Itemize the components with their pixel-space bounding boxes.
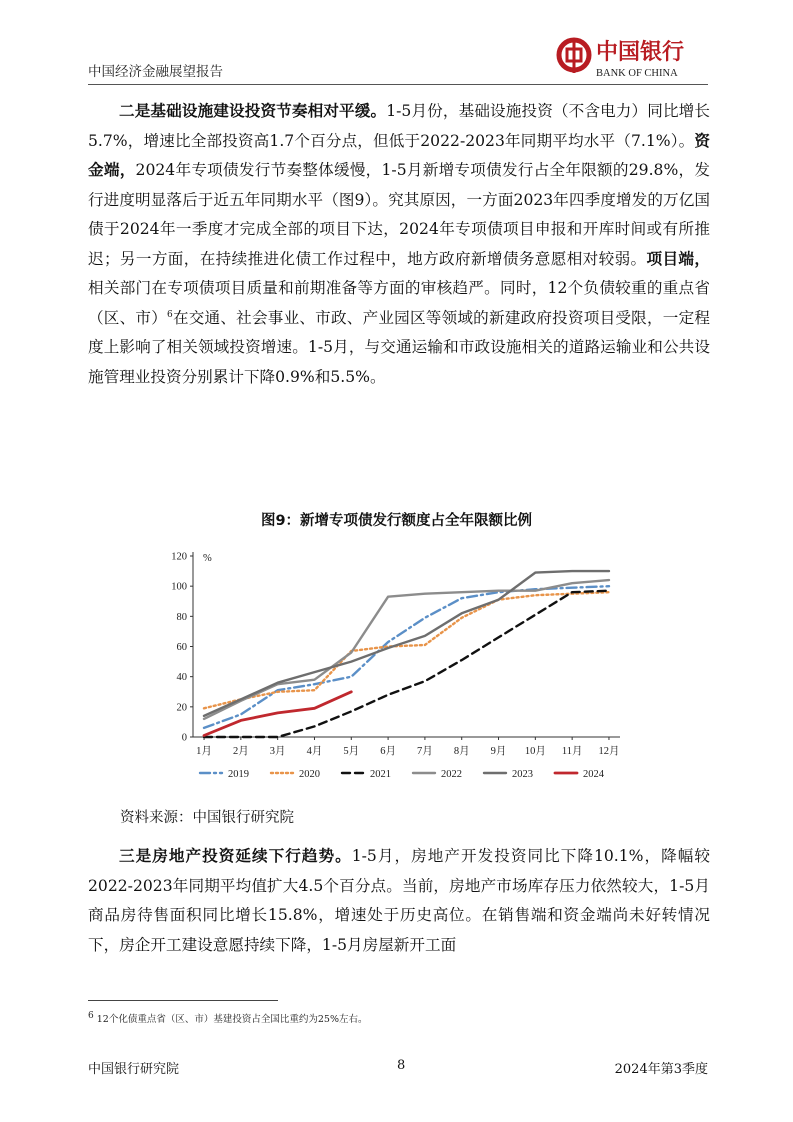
footer-org: 中国银行研究院 [88, 1062, 180, 1077]
x-tick-label: 1月 [196, 746, 212, 757]
para1-text-c: 相关部门在专项债项目质量和前期准备等方面的审核趋严。同时，12个负债较重的重点省（区、市） [88, 279, 710, 327]
para2-bold-lead: 三是房地产投资延续下行趋势。 [119, 847, 352, 865]
header-divider [88, 84, 708, 85]
bank-of-china-logo [556, 36, 711, 80]
y-tick-label: 80 [176, 611, 187, 623]
x-tick-label: 2月 [232, 746, 249, 757]
series-line-2024 [204, 692, 351, 736]
x-tick-label: 3月 [269, 746, 286, 757]
x-tick-label: 7月 [417, 746, 433, 757]
legend-label-2023: 2023 [512, 769, 533, 780]
figure-title: 图9：新增专项债发行额度占全年限额比例 [260, 513, 533, 529]
x-tick-label: 9月 [490, 746, 507, 757]
para1-bold-lead: 二是基础设施建设投资节奏相对平缓。 [119, 102, 387, 120]
legend-label-2024: 2024 [583, 769, 604, 780]
para1-bold-project: 项目端， [646, 249, 710, 268]
footnote-number: 6 [88, 1010, 94, 1021]
bank-name-en: BANK OF CHINA [596, 68, 678, 79]
legend-label-2021: 2021 [370, 769, 391, 780]
legend-label-2022: 2022 [441, 769, 462, 780]
y-tick-label: 40 [176, 672, 187, 684]
series-line-2019 [204, 586, 609, 728]
boc-emblem-icon [559, 38, 589, 73]
para1-text-d: 在交通、社会事业、市政、产业园区等领域的新建政府投资项目受限，一定程度上影响了相关领域投资增速。1-5月，与交通运输和市政设施相关的道路运输业和公共设施管理业投资分别累计下降0.9%和5.5%。 [88, 308, 710, 386]
para2-text: 1-5月，房地产开发投资同比下降10.1%，降幅较2022-2023年同期平均值扩大4.5个百分点。当前，房地产市场库存压力依然较大，1-5月商品房待售面积同比增长15.8%，增速处于历史高位。在销售端和资金端尚未好转情况下，房企开工建设意愿持续下降，1-5月房屋新开工面 [88, 847, 710, 954]
special-bond-chart [160, 540, 630, 790]
y-axis-unit: % [203, 553, 212, 564]
y-tick-label: 0 [181, 732, 187, 744]
footnote-text: 12个化债重点省（区、市）基建投资占全国比重约为25%左右。 [96, 1014, 368, 1025]
x-tick-label: 10月 [524, 746, 546, 757]
report-title: 中国经济金融展望报告 [88, 64, 223, 80]
footnote [88, 1011, 367, 1025]
x-tick-label: 5月 [343, 746, 360, 757]
x-tick-label: 4月 [306, 746, 323, 757]
y-tick-label: 20 [176, 702, 187, 714]
paragraph-infrastructure [88, 97, 710, 392]
legend-label-2020: 2020 [299, 769, 320, 780]
legend-label-2019: 2019 [228, 769, 249, 780]
y-tick-label: 60 [176, 642, 187, 653]
footnote-ref: 6 [167, 309, 173, 320]
paragraph-real-estate [88, 842, 710, 960]
para1-text-a: 1-5月份，基础设施投资（不含电力）同比增长5.7%，增速比全部投资高1.7个百分点，但低于2022-2023年同期平均水平（7.1%）。 [88, 102, 710, 150]
y-tick-label: 120 [171, 551, 187, 563]
x-tick-label: 11月 [561, 746, 583, 757]
para1-bold-funding: 资金端， [88, 131, 710, 179]
x-tick-label: 6月 [380, 746, 396, 757]
y-tick-label: 100 [171, 581, 187, 593]
para1-text-b: 2024年专项债发行节奏整体缓慢，1-5月新增专项债发行占全年限额的29.8%，发行进度明显落后于近五年同期水平（图9）。究其原因，一方面2023年四季度增发的万亿国债于2024年一季度才完成全部的项目下达，2024年专项债项目申报和开库时间或有所推迟；另一方面，在持续推进化债工作过程中，地方政府新增债务意愿相对较弱。 [88, 161, 710, 268]
x-tick-label: 8月 [453, 746, 470, 757]
footer-period: 2024年第3季度 [614, 1062, 708, 1077]
figure-source: 资料来源：中国银行研究院 [120, 810, 294, 826]
page-number: 8 [397, 1058, 406, 1073]
x-tick-label: 12月 [598, 746, 620, 757]
bank-name-cn: 中国银行 [596, 39, 685, 64]
footnote-divider [88, 1000, 278, 1001]
